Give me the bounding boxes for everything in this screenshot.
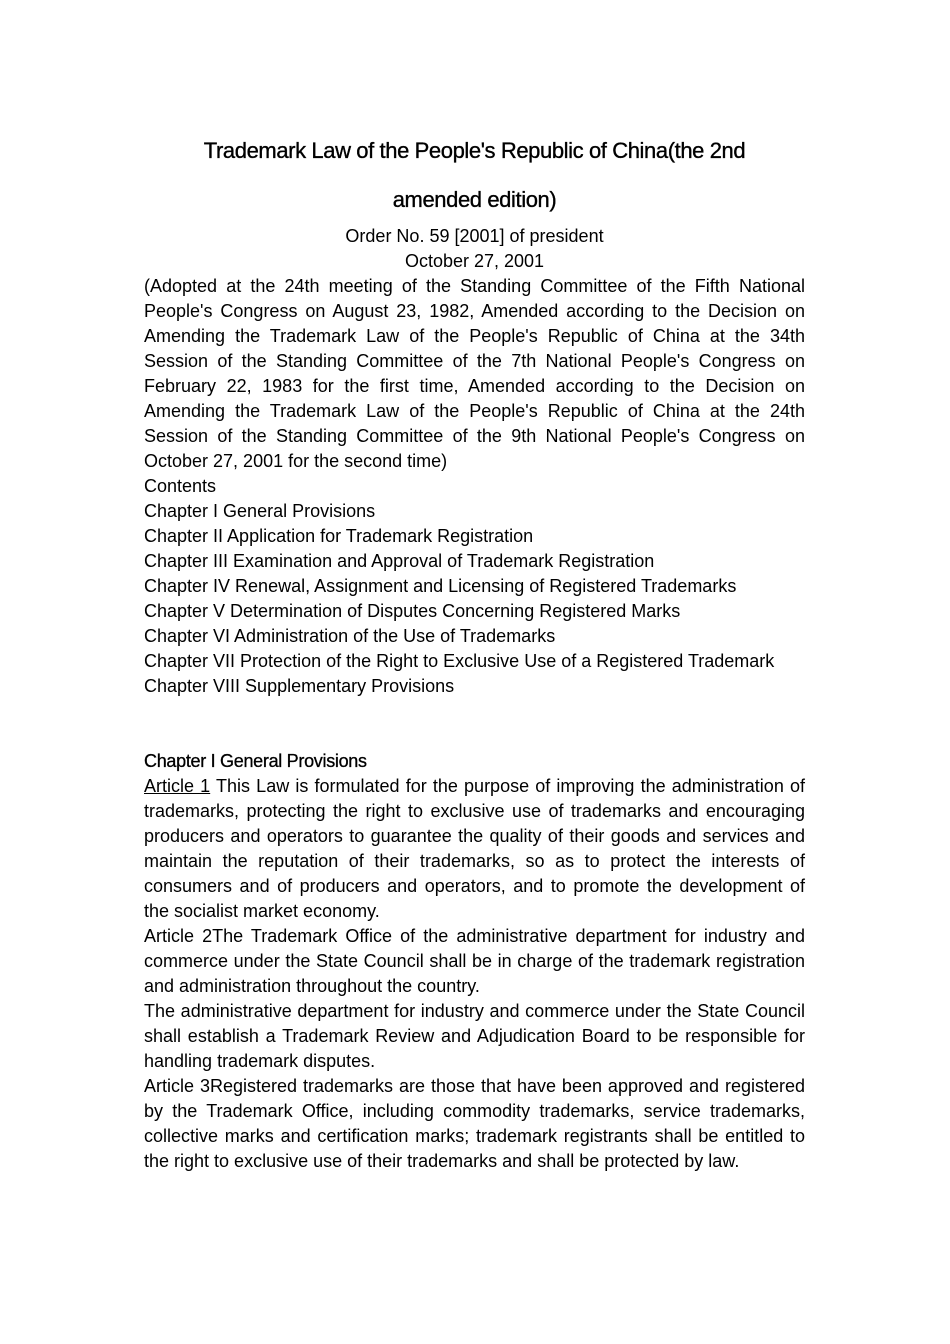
- chapter-heading: Chapter I General Provisions: [144, 751, 367, 771]
- contents-item: Chapter VII Protection of the Right to Exclusive Use of a Registered Trademark: [144, 651, 775, 671]
- article-2-paragraph-2: The administrative department for industry and commerce under the State Council shall establish a Trademark Review and Adjudication Board to be responsible for handling trademark disputes.: [144, 1001, 805, 1071]
- document-title: [144, 126, 805, 224]
- contents-item: Chapter V Determination of Disputes Concerning Registered Marks: [144, 601, 681, 621]
- article-1: [144, 774, 805, 924]
- contents-item: Chapter I General Provisions: [144, 501, 376, 521]
- title-line-2: amended edition): [392, 187, 557, 212]
- title-line-1: Trademark Law of the People's Republic of China(the 2nd: [203, 138, 746, 163]
- article-1-text: This Law is formulated for the purpose of improving the administration of trademarks, protecting the right to exclusive use of trademarks and encouraging producers and operators to guarantee the quality of their goods and services and maintain the reputation of their trademarks, so as to protect the interests of consumers and of producers and operators, and to promote the development of the socialist market economy.: [144, 776, 805, 921]
- article-3: Article 3Registered trademarks are those that have been approved and registered by the Trademark Office, including commodity trademarks, service trademarks, collective marks and certification marks; trademark registrants shall be entitled to the right to exclusive use of their trademarks and shall be protected by law.: [144, 1076, 805, 1171]
- spacer: [144, 699, 805, 749]
- contents-item: Chapter III Examination and Approval of Trademark Registration: [144, 551, 655, 571]
- order-date: October 27, 2001: [404, 251, 545, 271]
- document-page: [144, 126, 805, 1174]
- contents-item: Chapter IV Renewal, Assignment and Licensing of Registered Trademarks: [144, 576, 737, 596]
- contents-list: [144, 499, 805, 699]
- order-number: Order No. 59 [2001] of president: [345, 226, 604, 246]
- contents-item: Chapter VIII Supplementary Provisions: [144, 676, 455, 696]
- article-2: Article 2The Trademark Office of the administrative department for industry and commerce under the State Council shall be in charge of the trademark registration and administration throughout the country.: [144, 926, 805, 996]
- adoption-note: (Adopted at the 24th meeting of the Standing Committee of the Fifth National People's Congress on August 23, 1982, Amended according to the Decision on Amending the Trademark Law of the People's Republic of China at the 34th Session of the Standing Committee of the 7th National People's Congress on February 22, 1983 for the first time, Amended according to the Decision on Amending the Trademark Law of the People's Republic of China at the 24th Session of the Standing Committee of the 9th National People's Congress on October 27, 2001 for the second time): [144, 276, 805, 471]
- article-1-label: Article 1: [144, 776, 211, 796]
- contents-item: Chapter II Application for Trademark Registration: [144, 526, 534, 546]
- contents-label: Contents: [144, 476, 217, 496]
- contents-item: Chapter VI Administration of the Use of Trademarks: [144, 626, 556, 646]
